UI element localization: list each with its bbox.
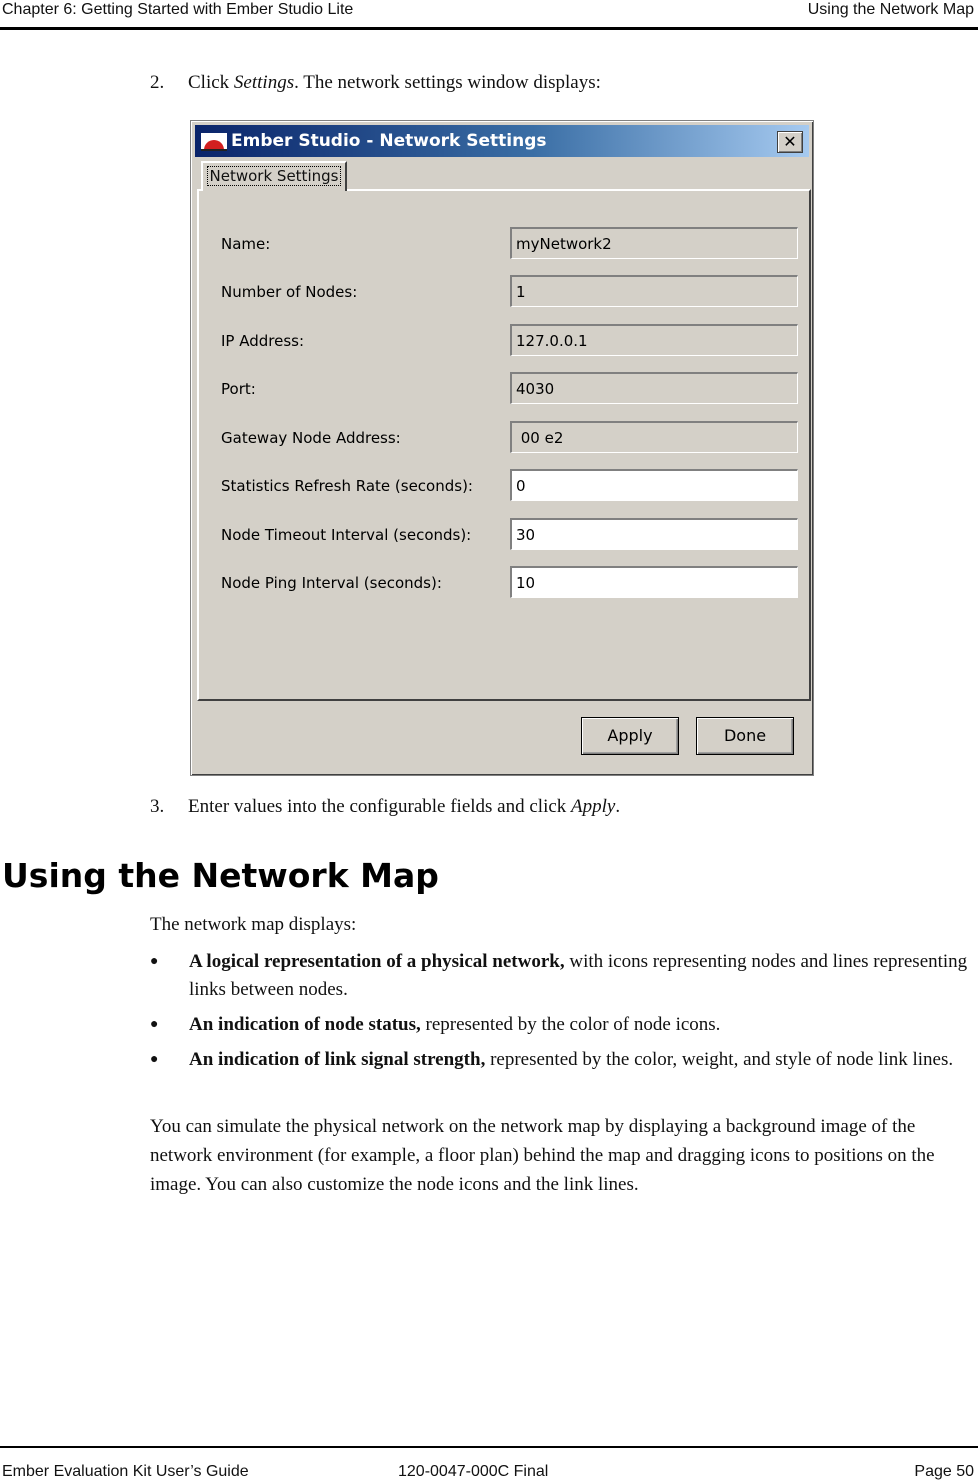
step-number: 2.: [150, 72, 165, 93]
list-item: [150, 1046, 974, 1102]
gateway-node-address-label: Gateway Node Address:: [221, 429, 401, 447]
ember-app-icon: [201, 133, 227, 151]
network-settings-dialog: [190, 120, 814, 776]
tab-label: Network Settings: [207, 166, 342, 186]
intro-paragraph: The network map displays:: [150, 914, 357, 935]
bullet-text: with icons representing nodes and lines representing links between nodes.: [189, 951, 968, 1000]
section-heading: Using the Network Map: [2, 856, 439, 895]
step-text-post: .: [615, 796, 621, 817]
document-number: 120-0047-000C Final: [398, 1463, 549, 1480]
list-item: [150, 1011, 974, 1039]
done-button[interactable]: Done: [696, 717, 794, 755]
bullet-icon: ●: [150, 954, 159, 969]
statistics-refresh-rate-input[interactable]: 0: [510, 469, 798, 501]
step-number: 3.: [150, 796, 165, 817]
guide-title: Ember Evaluation Kit User’s Guide: [2, 1463, 249, 1480]
step-emphasis: Settings: [233, 72, 295, 93]
bullet-text: represented by the color, weight, and style of node link lines.: [485, 1049, 954, 1070]
running-footer: [0, 1446, 978, 1483]
close-icon: ✕: [783, 132, 797, 151]
dialog-titlebar[interactable]: [195, 125, 809, 157]
statistics-refresh-rate-label: Statistics Refresh Rate (seconds):: [221, 477, 473, 495]
node-ping-interval-label: Node Ping Interval (seconds):: [221, 574, 442, 592]
step-3: [150, 796, 620, 818]
bullet-icon: ●: [150, 1017, 159, 1032]
gateway-node-address-field: 00 e2: [510, 421, 798, 453]
bullet-lead: A logical representation of a physical network,: [189, 951, 565, 972]
number-of-nodes-label: Number of Nodes:: [221, 283, 358, 301]
page-number: Page 50: [914, 1463, 974, 1480]
apply-button[interactable]: Apply: [581, 717, 679, 755]
settings-panel: [197, 189, 811, 701]
section-running-title: Using the Network Map: [807, 1, 974, 18]
step-emphasis: Apply: [571, 796, 616, 817]
dialog-title: Ember Studio - Network Settings: [231, 131, 547, 151]
closing-paragraph: You can simulate the physical network on the network map by displaying a background image of the network environment (for example, a floor plan) behind the map and dragging icons to positions on the image. You can also customize the node icons and the link lines.: [150, 1116, 935, 1195]
bullet-lead: An indication of link signal strength,: [189, 1049, 486, 1070]
number-of-nodes-field: 1: [510, 275, 798, 307]
step-text-pre: Click: [188, 72, 234, 93]
port-field: 4030: [510, 372, 798, 404]
bullet-icon: ●: [150, 1052, 159, 1067]
tab-network-settings[interactable]: [201, 161, 347, 191]
name-field: myNetwork2: [510, 227, 798, 259]
ip-address-field: 127.0.0.1: [510, 324, 798, 356]
ip-address-label: IP Address:: [221, 332, 305, 350]
step-2: [150, 72, 601, 94]
port-label: Port:: [221, 380, 256, 398]
step-text-pre: Enter values into the configurable fields and click: [188, 796, 572, 817]
bullet-lead: An indication of node status,: [189, 1014, 421, 1035]
close-button[interactable]: [777, 131, 803, 153]
name-label: Name:: [221, 235, 271, 253]
running-header: [0, 0, 978, 30]
bullet-text: represented by the color of node icons.: [420, 1014, 721, 1035]
step-text-post: . The network settings window displays:: [294, 72, 601, 93]
node-ping-interval-input[interactable]: 10: [510, 566, 798, 598]
node-timeout-interval-label: Node Timeout Interval (seconds):: [221, 526, 472, 544]
node-timeout-interval-input[interactable]: 30: [510, 518, 798, 550]
chapter-title: Chapter 6: Getting Started with Ember Studio Lite: [2, 1, 354, 18]
list-item: [150, 948, 974, 1004]
